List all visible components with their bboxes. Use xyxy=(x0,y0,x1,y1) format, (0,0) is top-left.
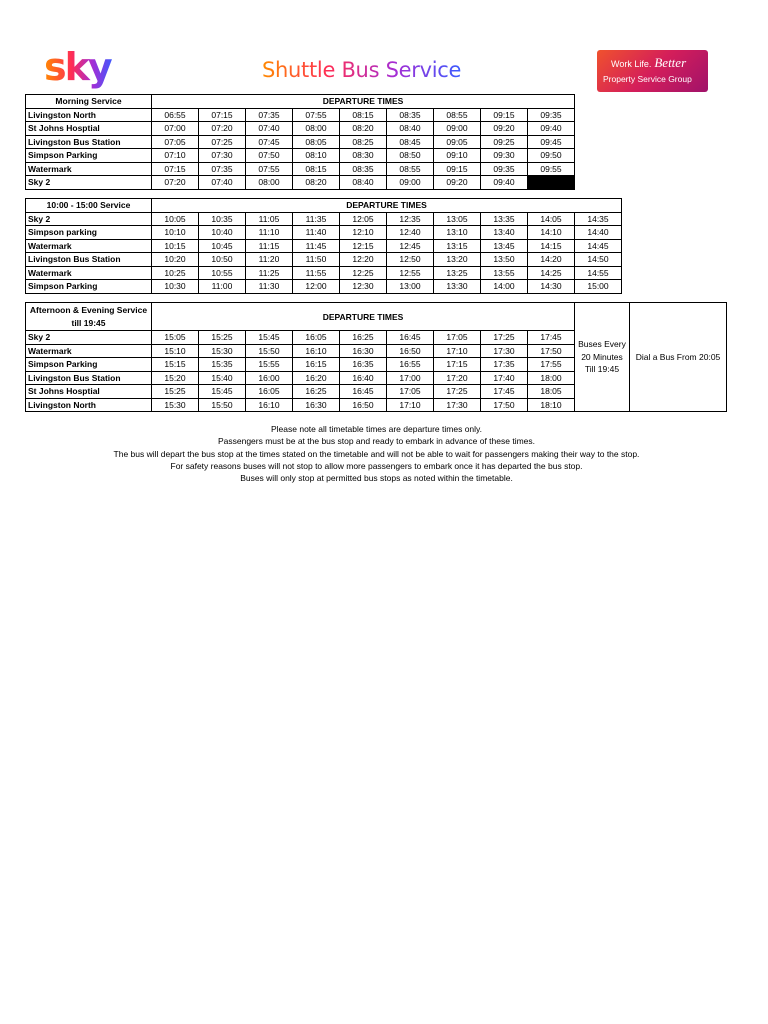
departure-time: 13:40 xyxy=(481,226,528,240)
departure-time: 12:10 xyxy=(340,226,387,240)
departure-time: 16:35 xyxy=(340,358,387,372)
departure-time: 08:40 xyxy=(387,122,434,136)
departure-time: 16:05 xyxy=(293,331,340,345)
svg-text:sky: sky xyxy=(44,46,111,89)
departure-time: 07:20 xyxy=(152,176,199,190)
departure-time: 10:40 xyxy=(199,226,246,240)
departure-time: 16:45 xyxy=(340,385,387,399)
departure-time: 12:35 xyxy=(387,212,434,226)
departure-time: 10:35 xyxy=(199,212,246,226)
stop-name: Simpson Parking xyxy=(26,149,152,163)
departure-time: 09:25 xyxy=(481,135,528,149)
departure-time: 11:15 xyxy=(246,239,293,253)
note-line: The bus will depart the bus stop at the times stated on the timetable and will not be able to wait for passengers making their way to the stop. xyxy=(113,448,640,459)
departure-time: 09:45 xyxy=(528,135,575,149)
note-line: For safety reasons buses will not stop to allow more passengers to embark once it has departed the bus stop. xyxy=(170,460,583,471)
departure-time: 12:30 xyxy=(340,280,387,294)
departure-time: 09:40 xyxy=(481,176,528,190)
departure-time: 11:10 xyxy=(246,226,293,240)
departure-time: 17:05 xyxy=(434,331,481,345)
departure-time: 12:15 xyxy=(340,239,387,253)
departure-time: 14:45 xyxy=(575,239,622,253)
departure-time: 07:40 xyxy=(246,122,293,136)
departure-time: 16:30 xyxy=(340,344,387,358)
stop-name: Watermark xyxy=(26,162,152,176)
departure-time: 10:50 xyxy=(199,253,246,267)
psg-logo-worklife: Work Life. xyxy=(611,59,652,69)
departure-time: 14:25 xyxy=(528,266,575,280)
morning-service-label: Morning Service xyxy=(26,95,152,109)
departure-time: 16:45 xyxy=(387,331,434,345)
departure-time: 16:50 xyxy=(387,344,434,358)
departure-time: 08:10 xyxy=(293,149,340,163)
departure-time: 15:50 xyxy=(246,344,293,358)
psg-logo-better: Better xyxy=(654,55,687,70)
timetable-row xyxy=(26,212,622,226)
departure-time: 17:30 xyxy=(481,344,528,358)
departure-time: 14:00 xyxy=(481,280,528,294)
departure-time: 07:50 xyxy=(246,149,293,163)
timetable-row xyxy=(26,176,575,190)
departure-time: 10:30 xyxy=(152,280,199,294)
departure-time: 09:20 xyxy=(481,122,528,136)
departure-time: 08:20 xyxy=(293,176,340,190)
departure-time: 08:00 xyxy=(293,122,340,136)
departure-time: 11:40 xyxy=(293,226,340,240)
midday-timetable xyxy=(25,198,622,294)
stop-name: Simpson Parking xyxy=(26,280,152,294)
departure-time: 15:45 xyxy=(246,331,293,345)
departure-time: 07:10 xyxy=(152,149,199,163)
stop-name: Simpson parking xyxy=(26,226,152,240)
timetable-row xyxy=(26,239,622,253)
departure-time: 07:25 xyxy=(199,135,246,149)
departure-time: 13:30 xyxy=(434,280,481,294)
timetable-row xyxy=(26,266,622,280)
departure-time: 15:20 xyxy=(152,371,199,385)
stop-name: Livingston North xyxy=(26,108,152,122)
departure-time: 07:15 xyxy=(199,108,246,122)
departure-time: 13:35 xyxy=(481,212,528,226)
timetable-row xyxy=(26,108,575,122)
departure-time: 07:35 xyxy=(246,108,293,122)
timetable-row xyxy=(26,253,622,267)
departure-time: 08:30 xyxy=(340,149,387,163)
dial-a-bus-note: Dial a Bus From 20:05 xyxy=(630,303,727,412)
departure-time: 09:50 xyxy=(528,149,575,163)
departure-time: 08:00 xyxy=(246,176,293,190)
departure-time: 15:45 xyxy=(199,385,246,399)
departure-time: 11:25 xyxy=(246,266,293,280)
departure-time: 12:50 xyxy=(387,253,434,267)
departure-time: 15:50 xyxy=(199,398,246,412)
departure-time: 16:00 xyxy=(246,371,293,385)
departure-time: 17:15 xyxy=(434,358,481,372)
stop-name: Sky 2 xyxy=(26,176,152,190)
stop-name: Watermark xyxy=(26,344,152,358)
stop-name: St Johns Hosptial xyxy=(26,385,152,399)
departure-time: 11:00 xyxy=(199,280,246,294)
departure-time: 09:30 xyxy=(481,149,528,163)
departure-time: 17:45 xyxy=(528,331,575,345)
timetable-row xyxy=(26,149,575,163)
departure-time: 13:20 xyxy=(434,253,481,267)
departure-time: 12:40 xyxy=(387,226,434,240)
departure-time: 13:15 xyxy=(434,239,481,253)
departure-time: 08:15 xyxy=(293,162,340,176)
departure-time: 12:45 xyxy=(387,239,434,253)
stop-name: Livingston Bus Station xyxy=(26,135,152,149)
departure-time: 17:40 xyxy=(481,371,528,385)
departure-time: 11:30 xyxy=(246,280,293,294)
departure-time: 15:05 xyxy=(152,331,199,345)
departure-time: 16:20 xyxy=(293,371,340,385)
timetable-row xyxy=(26,226,622,240)
departure-time: 10:25 xyxy=(152,266,199,280)
departure-time: 06:55 xyxy=(152,108,199,122)
departure-time: 10:45 xyxy=(199,239,246,253)
stop-name: Watermark xyxy=(26,266,152,280)
stop-name: St Johns Hosptial xyxy=(26,122,152,136)
departure-time: 14:05 xyxy=(528,212,575,226)
departure-time: 16:25 xyxy=(340,331,387,345)
departure-time: 13:05 xyxy=(434,212,481,226)
departure-time: 10:55 xyxy=(199,266,246,280)
stop-name: Livingston Bus Station xyxy=(26,253,152,267)
departure-time: 14:35 xyxy=(575,212,622,226)
departure-time: 12:00 xyxy=(293,280,340,294)
departure-time: 16:05 xyxy=(246,385,293,399)
departure-time: 07:00 xyxy=(152,122,199,136)
departure-time: 08:50 xyxy=(387,149,434,163)
departure-time: 17:30 xyxy=(434,398,481,412)
departure-time: 14:55 xyxy=(575,266,622,280)
departure-time: 07:05 xyxy=(152,135,199,149)
departure-time: 10:15 xyxy=(152,239,199,253)
departure-time: 17:50 xyxy=(481,398,528,412)
departure-time: 08:15 xyxy=(340,108,387,122)
midday-departure-header: DEPARTURE TIMES xyxy=(152,199,622,213)
departure-time: 15:55 xyxy=(246,358,293,372)
departure-time: 15:00 xyxy=(575,280,622,294)
departure-time: 17:45 xyxy=(481,385,528,399)
departure-time: 10:10 xyxy=(152,226,199,240)
departure-time: 07:35 xyxy=(199,162,246,176)
departure-time: 12:20 xyxy=(340,253,387,267)
departure-time: 10:20 xyxy=(152,253,199,267)
evening-timetable xyxy=(25,302,727,412)
departure-time: 16:40 xyxy=(340,371,387,385)
departure-time: 09:10 xyxy=(434,149,481,163)
departure-time: 11:50 xyxy=(293,253,340,267)
note-line: Please note all timetable times are departure times only. xyxy=(270,424,483,434)
departure-time: 17:25 xyxy=(434,385,481,399)
departure-time: 08:55 xyxy=(434,108,481,122)
departure-time xyxy=(528,176,575,190)
departure-time: 14:10 xyxy=(528,226,575,240)
departure-time: 14:15 xyxy=(528,239,575,253)
departure-time: 14:40 xyxy=(575,226,622,240)
departure-time: 09:05 xyxy=(434,135,481,149)
departure-time: 15:25 xyxy=(152,385,199,399)
property-service-group-logo xyxy=(597,50,708,92)
departure-time: 17:35 xyxy=(481,358,528,372)
departure-time: 08:35 xyxy=(387,108,434,122)
departure-time: 08:20 xyxy=(340,122,387,136)
departure-time: 17:05 xyxy=(387,385,434,399)
departure-time: 17:10 xyxy=(387,398,434,412)
stop-name: Watermark xyxy=(26,239,152,253)
departure-time: 08:05 xyxy=(293,135,340,149)
evening-departure-header: DEPARTURE TIMES xyxy=(152,303,575,331)
departure-time: 07:45 xyxy=(246,135,293,149)
departure-time: 18:10 xyxy=(528,398,575,412)
departure-time: 12:55 xyxy=(387,266,434,280)
midday-service-label: 10:00 - 15:00 Service xyxy=(26,199,152,213)
departure-time: 08:55 xyxy=(387,162,434,176)
stop-name: Simpson Parking xyxy=(26,358,152,372)
departure-time: 15:30 xyxy=(152,398,199,412)
stop-name: Livingston Bus Station xyxy=(26,371,152,385)
departure-time: 18:05 xyxy=(528,385,575,399)
psg-logo-name: Property Service Group xyxy=(603,74,692,84)
departure-time: 13:45 xyxy=(481,239,528,253)
departure-time: 17:25 xyxy=(481,331,528,345)
stop-name: Sky 2 xyxy=(26,212,152,226)
departure-time: 07:30 xyxy=(199,149,246,163)
departure-time: 17:20 xyxy=(434,371,481,385)
stop-name: Livingston North xyxy=(26,398,152,412)
departure-time: 13:10 xyxy=(434,226,481,240)
departure-time: 08:40 xyxy=(340,176,387,190)
stop-name: Sky 2 xyxy=(26,331,152,345)
departure-time: 18:00 xyxy=(528,371,575,385)
sky-logo xyxy=(44,46,120,94)
departure-time: 14:30 xyxy=(528,280,575,294)
departure-time: 17:55 xyxy=(528,358,575,372)
departure-time: 15:25 xyxy=(199,331,246,345)
departure-time: 08:35 xyxy=(340,162,387,176)
departure-time: 16:25 xyxy=(293,385,340,399)
morning-departure-header: DEPARTURE TIMES xyxy=(152,95,575,109)
timetable-row xyxy=(26,162,575,176)
departure-time: 14:20 xyxy=(528,253,575,267)
departure-time: 13:55 xyxy=(481,266,528,280)
departure-time: 09:00 xyxy=(387,176,434,190)
note-line: Passengers must be at the bus stop and ready to embark in advance of these times. xyxy=(217,436,536,447)
departure-time: 09:15 xyxy=(481,108,528,122)
departure-time: 17:10 xyxy=(434,344,481,358)
departure-time: 08:45 xyxy=(387,135,434,149)
departure-time: 15:35 xyxy=(199,358,246,372)
departure-time: 17:00 xyxy=(387,371,434,385)
departure-time: 11:45 xyxy=(293,239,340,253)
timetable-row xyxy=(26,122,575,136)
departure-time: 07:20 xyxy=(199,122,246,136)
departure-time: 15:15 xyxy=(152,358,199,372)
departure-time: 12:25 xyxy=(340,266,387,280)
departure-time: 12:05 xyxy=(340,212,387,226)
departure-time: 15:40 xyxy=(199,371,246,385)
morning-timetable xyxy=(25,94,575,190)
departure-time: 09:00 xyxy=(434,122,481,136)
timetable-row xyxy=(26,280,622,294)
departure-time: 09:55 xyxy=(528,162,575,176)
evening-service-label: Afternoon & Evening Service till 19:45 xyxy=(26,303,152,331)
departure-time: 07:15 xyxy=(152,162,199,176)
departure-time: 16:30 xyxy=(293,398,340,412)
departure-time: 10:05 xyxy=(152,212,199,226)
departure-time: 13:00 xyxy=(387,280,434,294)
departure-time: 15:10 xyxy=(152,344,199,358)
departure-time: 13:50 xyxy=(481,253,528,267)
departure-time: 16:15 xyxy=(293,358,340,372)
departure-time: 09:20 xyxy=(434,176,481,190)
timetable-notes xyxy=(25,423,728,484)
departure-time: 16:10 xyxy=(246,398,293,412)
departure-time: 09:40 xyxy=(528,122,575,136)
departure-time: 08:25 xyxy=(340,135,387,149)
departure-time: 07:55 xyxy=(246,162,293,176)
departure-time: 17:50 xyxy=(528,344,575,358)
departure-time: 07:55 xyxy=(293,108,340,122)
departure-time: 14:50 xyxy=(575,253,622,267)
departure-time: 09:35 xyxy=(528,108,575,122)
buses-every-20-minutes-note: Buses Every 20 Minutes Till 19:45 xyxy=(575,303,630,412)
departure-time: 16:55 xyxy=(387,358,434,372)
departure-time: 11:35 xyxy=(293,212,340,226)
departure-time: 16:10 xyxy=(293,344,340,358)
departure-time: 11:05 xyxy=(246,212,293,226)
timetable-row xyxy=(26,135,575,149)
departure-time: 09:35 xyxy=(481,162,528,176)
departure-time: 15:30 xyxy=(199,344,246,358)
departure-time: 16:50 xyxy=(340,398,387,412)
departure-time: 11:20 xyxy=(246,253,293,267)
departure-time: 07:40 xyxy=(199,176,246,190)
departure-time: 13:25 xyxy=(434,266,481,280)
departure-time: 11:55 xyxy=(293,266,340,280)
page-title: Shuttle Bus Service xyxy=(262,58,462,82)
note-line: Buses will only stop at permitted bus stops as noted within the timetable. xyxy=(240,473,513,484)
departure-time: 09:15 xyxy=(434,162,481,176)
